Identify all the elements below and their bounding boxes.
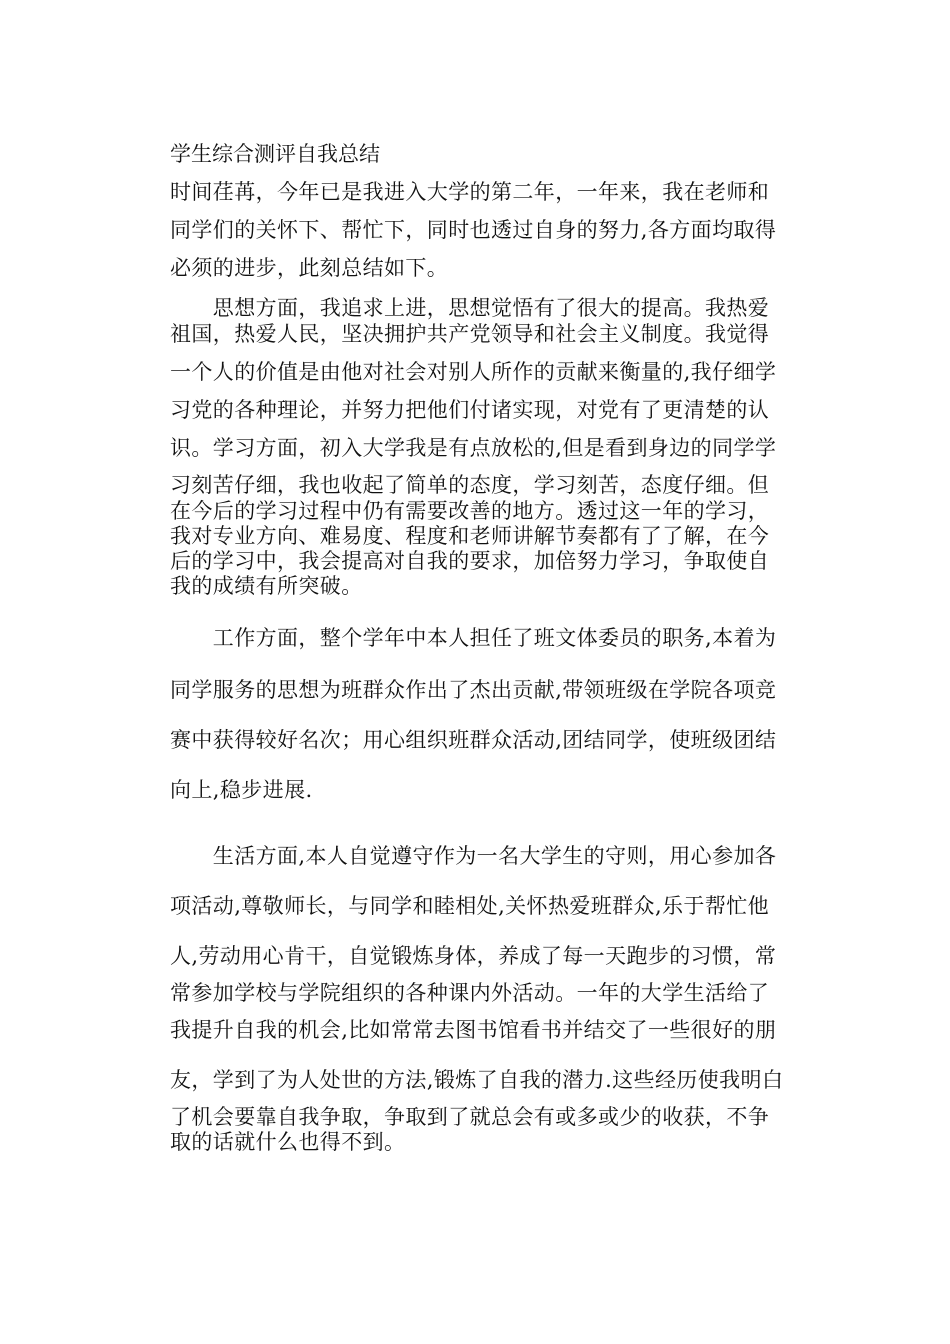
intro-line: 必须的进步，此刻总结如下。: [170, 256, 449, 280]
thought-line: 一个人的价值是由他对社会对别人所作的贡献来衡量的,我仔细学: [170, 360, 777, 384]
thought-line: 思想方面，我追求上进，思想觉悟有了很大的提高。我热爱: [170, 296, 770, 320]
thought-line: 我对专业方向、难易度、程度和老师讲解节奏都有了了解，在今: [170, 524, 770, 548]
work-line: 赛中获得较好名次；用心组织班群众活动,团结同学，使班级团结: [170, 728, 777, 752]
thought-line: 习刻苦仔细，我也收起了简单的态度，学习刻苦，态度仔细。但: [170, 473, 770, 497]
work-line: 工作方面，整个学年中本人担任了班文体委员的职务,本着为: [170, 626, 777, 650]
life-line: 取的话就什么也得不到。: [170, 1130, 406, 1154]
document-title: 学生综合测评自我总结: [170, 142, 380, 166]
life-line: 人,劳动用心肯干，自觉锻炼身体，养成了每一天跑步的习惯，常: [170, 944, 777, 968]
life-line: 了机会要靠自我争取，争取到了就总会有或多或少的收获，不争: [170, 1105, 770, 1129]
thought-line: 我的成绩有所突破。: [170, 574, 363, 598]
life-line: 常参加学校与学院组织的各种课内外活动。一年的大学生活给了: [170, 981, 770, 1005]
work-line: 同学服务的思想为班群众作出了杰出贡献,带领班级在学院各项竞: [170, 678, 777, 702]
life-line: 我提升自我的机会,比如常常去图书馆看书并结交了一些很好的朋: [170, 1018, 777, 1042]
thought-line: 识。学习方面，初入大学我是有点放松的,但是看到身边的同学学: [170, 436, 777, 460]
intro-line: 同学们的关怀下、帮忙下，同时也透过自身的努力,各方面均取得: [170, 218, 777, 242]
thought-line: 在今后的学习过程中仍有需要改善的地方。透过这一年的学习，: [170, 499, 770, 523]
life-line: 生活方面,本人自觉遵守作为一名大学生的守则，用心参加各: [170, 844, 777, 868]
life-line: 友，学到了为人处世的方法,锻炼了自我的潜力.这些经历使我明白: [170, 1068, 784, 1092]
thought-line: 习党的各种理论，并努力把他们付诸实现，对党有了更清楚的认: [170, 398, 770, 422]
intro-line: 时间荏苒，今年已是我进入大学的第二年，一年来，我在老师和: [170, 180, 770, 204]
thought-line: 祖国，热爱人民，坚决拥护共产党领导和社会主义制度。我觉得: [170, 322, 770, 346]
work-line: 向上,稳步进展.: [170, 778, 313, 802]
thought-line: 后的学习中，我会提高对自我的要求，加倍努力学习，争取使自: [170, 549, 770, 573]
life-line: 项活动,尊敬师长，与同学和睦相处,关怀热爱班群众,乐于帮忙他: [170, 894, 770, 918]
